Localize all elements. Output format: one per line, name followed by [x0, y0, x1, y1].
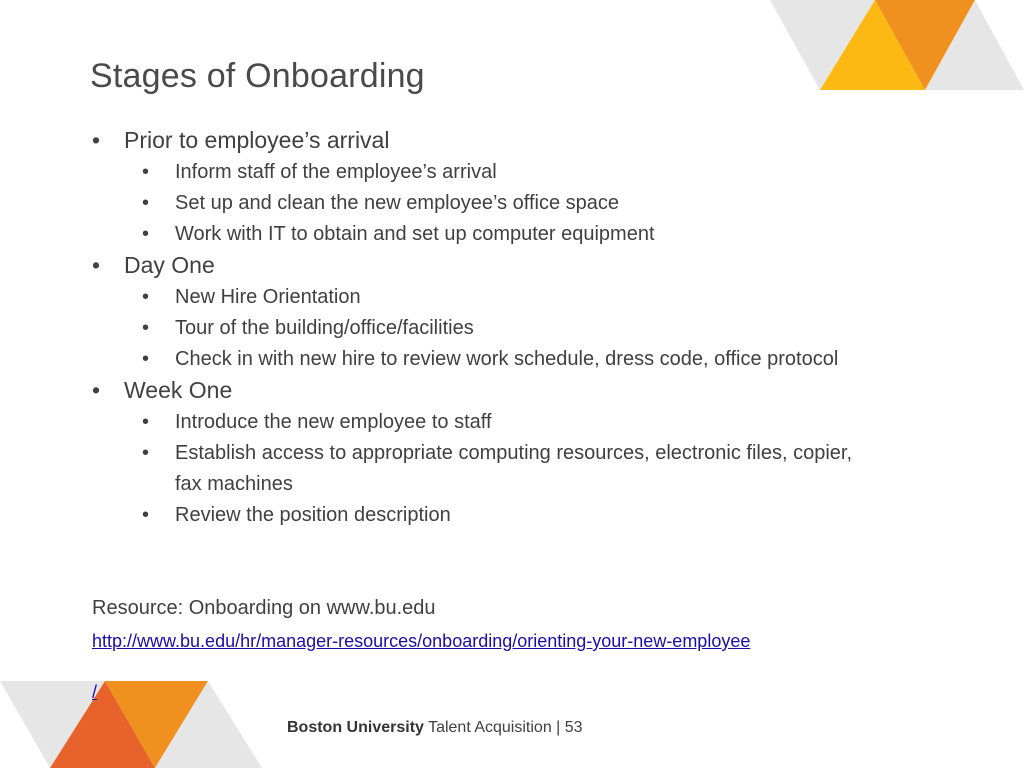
- footer-org: Boston University: [287, 719, 424, 736]
- page-number: 53: [564, 719, 583, 736]
- resource-label: Resource: Onboarding on www.bu.edu: [92, 597, 436, 619]
- section-prior: [92, 125, 852, 157]
- bullet-list: [92, 125, 852, 531]
- section-label: Week One: [124, 377, 233, 403]
- section-label: Day One: [124, 252, 215, 278]
- bullet-icon: •: [142, 161, 150, 183]
- list-item: [92, 313, 852, 344]
- list-item-text: Introduce the new employee to staff: [175, 411, 492, 433]
- list-item: [92, 188, 852, 219]
- list-item-text: Work with IT to obtain and set up computer equipment: [175, 223, 655, 245]
- section-label: Prior to employee’s arrival: [124, 127, 390, 153]
- list-item: [92, 282, 852, 313]
- slide-title: Stages of Onboarding: [90, 57, 425, 95]
- bullet-icon: •: [142, 411, 150, 433]
- bullet-icon: •: [92, 377, 101, 403]
- bullet-icon: •: [92, 127, 101, 153]
- bullet-icon: •: [142, 442, 150, 464]
- list-item-text: Set up and clean the new employee’s office space: [175, 192, 620, 214]
- resource-link[interactable]: http://www.bu.edu/hr/manager-resources/onboarding/orienting-your-new-employee: [92, 631, 751, 651]
- bullet-icon: •: [142, 223, 150, 245]
- bullet-icon: •: [142, 192, 150, 214]
- list-item: [92, 344, 852, 375]
- bullet-icon: •: [142, 317, 150, 339]
- list-item-text: Establish access to appropriate computing resources, electronic files, copier, fax machines: [175, 442, 853, 495]
- list-item-text: Tour of the building/office/facilities: [175, 317, 474, 339]
- footer-separator: |: [556, 719, 561, 736]
- bullet-icon: •: [142, 286, 150, 308]
- list-item-text: Review the position description: [175, 504, 451, 526]
- bullet-icon: •: [142, 504, 150, 526]
- bullet-icon: •: [142, 348, 150, 370]
- slide-footer: [287, 719, 583, 737]
- list-item-text: Inform staff of the employee’s arrival: [175, 161, 497, 183]
- list-item: [92, 219, 852, 250]
- resource-link-tail[interactable]: /: [92, 682, 98, 702]
- footer-dept: Talent Acquisition: [428, 719, 552, 736]
- list-item-text: New Hire Orientation: [175, 286, 361, 308]
- bullet-icon: •: [92, 252, 101, 278]
- section-day-one: [92, 250, 852, 282]
- list-item-text: Check in with new hire to review work schedule, dress code, office protocol: [175, 348, 839, 370]
- decorative-triangles-bottom: [0, 676, 280, 768]
- section-week-one: [92, 375, 852, 407]
- list-item: [92, 407, 852, 438]
- list-item: [92, 438, 852, 500]
- list-item: [92, 157, 852, 188]
- list-item: [92, 500, 852, 531]
